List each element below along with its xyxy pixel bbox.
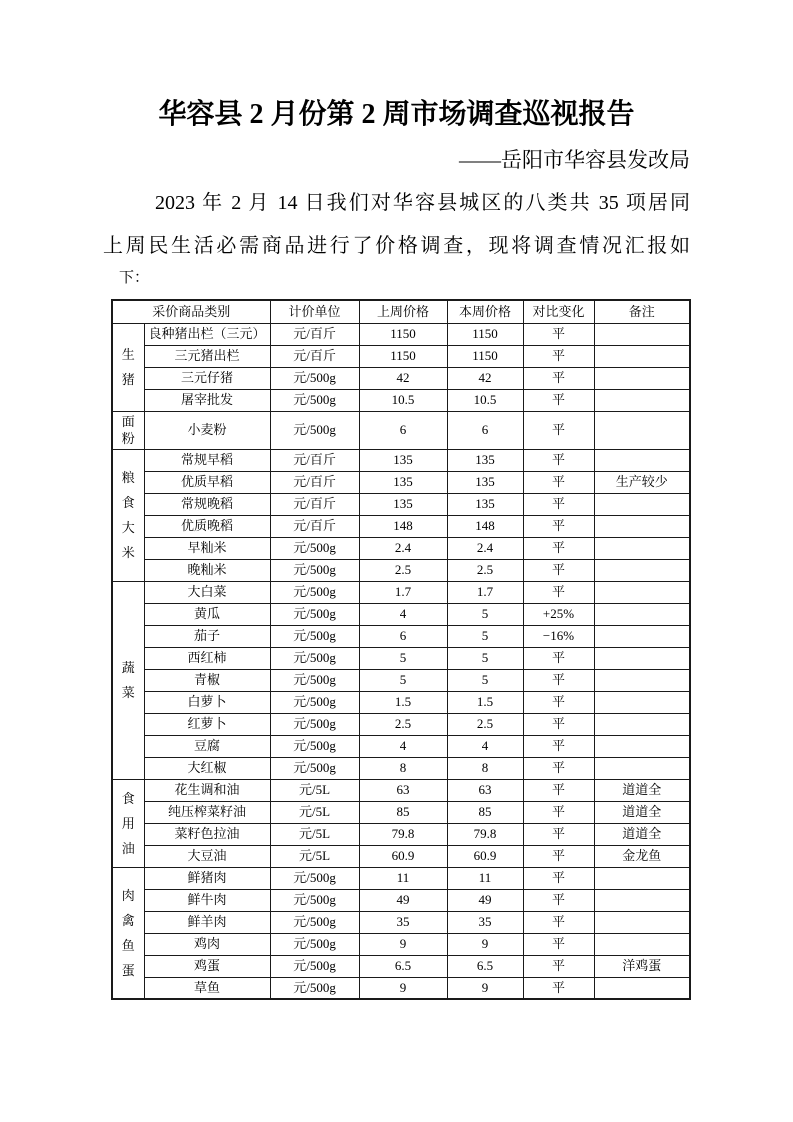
change-cell: 平 xyxy=(523,801,594,823)
this-week-cell: 10.5 xyxy=(447,389,523,411)
price-survey-table xyxy=(111,299,691,1000)
change-cell: 平 xyxy=(523,757,594,779)
unit-cell: 元/百斤 xyxy=(270,471,359,493)
change-cell: 平 xyxy=(523,691,594,713)
group-label-cell xyxy=(112,449,144,581)
note-cell xyxy=(594,647,690,669)
intro-line-2: 上周民生活必需商品进行了价格调查，现将调查情况汇报如 xyxy=(103,235,690,257)
change-cell: 平 xyxy=(523,411,594,449)
change-cell: 平 xyxy=(523,845,594,867)
group-label-char: 蛋 xyxy=(121,962,135,978)
note-cell xyxy=(594,367,690,389)
note-cell xyxy=(594,735,690,757)
item-cell: 常规晚稻 xyxy=(144,493,270,515)
change-cell: 平 xyxy=(523,647,594,669)
unit-cell: 元/500g xyxy=(270,625,359,647)
item-cell: 草鱼 xyxy=(144,977,270,999)
item-cell: 鲜猪肉 xyxy=(144,867,270,889)
change-cell: 平 xyxy=(523,955,594,977)
item-cell: 西红柿 xyxy=(144,647,270,669)
note-cell xyxy=(594,559,690,581)
unit-cell: 元/500g xyxy=(270,713,359,735)
price-row xyxy=(112,367,690,389)
price-row xyxy=(112,449,690,471)
this-week-cell: 1.7 xyxy=(447,581,523,603)
last-week-cell: 49 xyxy=(359,889,447,911)
unit-cell: 元/500g xyxy=(270,559,359,581)
item-cell: 鲜羊肉 xyxy=(144,911,270,933)
change-cell: 平 xyxy=(523,889,594,911)
group-label-char: 大 xyxy=(121,520,135,535)
unit-cell: 元/500g xyxy=(270,691,359,713)
this-week-cell: 8 xyxy=(447,757,523,779)
this-week-cell: 135 xyxy=(447,471,523,493)
this-week-cell: 63 xyxy=(447,779,523,801)
unit-cell: 元/500g xyxy=(270,647,359,669)
this-week-cell: 148 xyxy=(447,515,523,537)
note-cell xyxy=(594,713,690,735)
header-category: 采价商品类别 xyxy=(112,300,270,323)
this-week-cell: 1150 xyxy=(447,323,523,345)
change-cell: 平 xyxy=(523,537,594,559)
item-cell: 优质早稻 xyxy=(144,471,270,493)
this-week-cell: 42 xyxy=(447,367,523,389)
last-week-cell: 11 xyxy=(359,867,447,889)
change-cell: 平 xyxy=(523,735,594,757)
change-cell: 平 xyxy=(523,933,594,955)
this-week-cell: 5 xyxy=(447,625,523,647)
price-row xyxy=(112,669,690,691)
price-row xyxy=(112,537,690,559)
intro-line-3: 下： xyxy=(119,270,150,286)
this-week-cell: 6 xyxy=(447,411,523,449)
note-cell xyxy=(594,345,690,367)
price-row xyxy=(112,603,690,625)
unit-cell: 元/500g xyxy=(270,389,359,411)
note-cell xyxy=(594,669,690,691)
price-row xyxy=(112,735,690,757)
group-label-char: 米 xyxy=(121,545,135,560)
item-cell: 鸡肉 xyxy=(144,933,270,955)
last-week-cell: 1.5 xyxy=(359,691,447,713)
this-week-cell: 2.5 xyxy=(447,713,523,735)
price-row xyxy=(112,411,690,449)
note-cell xyxy=(594,933,690,955)
price-row xyxy=(112,323,690,345)
group-label-char: 鱼 xyxy=(121,937,135,953)
change-cell: 平 xyxy=(523,515,594,537)
this-week-cell: 5 xyxy=(447,603,523,625)
unit-cell: 元/500g xyxy=(270,669,359,691)
note-cell xyxy=(594,411,690,449)
item-cell: 红萝卜 xyxy=(144,713,270,735)
change-cell: 平 xyxy=(523,779,594,801)
note-cell xyxy=(594,493,690,515)
price-row xyxy=(112,911,690,933)
item-cell: 大豆油 xyxy=(144,845,270,867)
this-week-cell: 49 xyxy=(447,889,523,911)
note-cell xyxy=(594,389,690,411)
last-week-cell: 2.5 xyxy=(359,713,447,735)
note-cell xyxy=(594,537,690,559)
last-week-cell: 9 xyxy=(359,977,447,999)
this-week-cell: 135 xyxy=(447,449,523,471)
last-week-cell: 2.4 xyxy=(359,537,447,559)
report-title: 华容县 2 月份第 2 周市场调查巡视报告 xyxy=(158,99,635,130)
last-week-cell: 2.5 xyxy=(359,559,447,581)
this-week-cell: 2.4 xyxy=(447,537,523,559)
this-week-cell: 35 xyxy=(447,911,523,933)
report-byline: ——岳阳市华容县发改局 xyxy=(459,148,690,172)
last-week-cell: 85 xyxy=(359,801,447,823)
change-cell: +25% xyxy=(523,603,594,625)
item-cell: 屠宰批发 xyxy=(144,389,270,411)
group-label-char: 食 xyxy=(121,790,135,806)
note-cell xyxy=(594,581,690,603)
note-cell xyxy=(594,449,690,471)
note-cell xyxy=(594,977,690,999)
price-row xyxy=(112,389,690,411)
price-row xyxy=(112,757,690,779)
item-cell: 常规早稻 xyxy=(144,449,270,471)
item-cell: 大红椒 xyxy=(144,757,270,779)
group-label-char: 禽 xyxy=(121,912,135,928)
unit-cell: 元/500g xyxy=(270,867,359,889)
this-week-cell: 2.5 xyxy=(447,559,523,581)
group-label-char: 面 xyxy=(121,414,135,429)
item-cell: 早籼米 xyxy=(144,537,270,559)
price-row xyxy=(112,977,690,999)
note-cell xyxy=(594,625,690,647)
group-label-char: 肉 xyxy=(121,887,135,903)
note-cell xyxy=(594,757,690,779)
change-cell: 平 xyxy=(523,713,594,735)
this-week-cell: 135 xyxy=(447,493,523,515)
header-note: 备注 xyxy=(594,300,690,323)
price-row xyxy=(112,647,690,669)
header-last-week-price: 上周价格 xyxy=(359,300,447,323)
price-row xyxy=(112,889,690,911)
last-week-cell: 6 xyxy=(359,411,447,449)
unit-cell: 元/500g xyxy=(270,889,359,911)
price-row xyxy=(112,493,690,515)
last-week-cell: 6 xyxy=(359,625,447,647)
change-cell: 平 xyxy=(523,911,594,933)
last-week-cell: 63 xyxy=(359,779,447,801)
intro-line-1: 2023 年 2 月 14 日我们对华容县城区的八类共 35 项居同 xyxy=(155,192,690,214)
unit-cell: 元/500g xyxy=(270,911,359,933)
price-row xyxy=(112,713,690,735)
group-label-cell xyxy=(112,411,144,449)
unit-cell: 元/百斤 xyxy=(270,515,359,537)
item-cell: 青椒 xyxy=(144,669,270,691)
unit-cell: 元/500g xyxy=(270,537,359,559)
unit-cell: 元/百斤 xyxy=(270,449,359,471)
unit-cell: 元/5L xyxy=(270,801,359,823)
group-label-cell xyxy=(112,581,144,779)
this-week-cell: 79.8 xyxy=(447,823,523,845)
item-cell: 黄瓜 xyxy=(144,603,270,625)
group-label-char: 猪 xyxy=(121,372,135,387)
item-cell: 晚籼米 xyxy=(144,559,270,581)
unit-cell: 元/500g xyxy=(270,367,359,389)
unit-cell: 元/百斤 xyxy=(270,493,359,515)
item-cell: 纯压榨菜籽油 xyxy=(144,801,270,823)
group-label-cell xyxy=(112,779,144,867)
change-cell: 平 xyxy=(523,669,594,691)
last-week-cell: 79.8 xyxy=(359,823,447,845)
group-label-char: 油 xyxy=(121,840,135,856)
change-cell: 平 xyxy=(523,367,594,389)
last-week-cell: 5 xyxy=(359,669,447,691)
last-week-cell: 148 xyxy=(359,515,447,537)
price-row xyxy=(112,801,690,823)
group-label-char: 粉 xyxy=(121,431,135,446)
price-row xyxy=(112,779,690,801)
header-unit: 计价单位 xyxy=(270,300,359,323)
item-cell: 小麦粉 xyxy=(144,411,270,449)
this-week-cell: 5 xyxy=(447,669,523,691)
note-cell xyxy=(594,603,690,625)
this-week-cell: 1.5 xyxy=(447,691,523,713)
this-week-cell: 6.5 xyxy=(447,955,523,977)
price-row xyxy=(112,471,690,493)
group-label-char: 食 xyxy=(121,495,135,510)
price-row xyxy=(112,845,690,867)
last-week-cell: 1.7 xyxy=(359,581,447,603)
item-cell: 良种猪出栏（三元） xyxy=(144,323,270,345)
this-week-cell: 1150 xyxy=(447,345,523,367)
unit-cell: 元/500g xyxy=(270,735,359,757)
last-week-cell: 8 xyxy=(359,757,447,779)
group-label-char: 菜 xyxy=(121,685,135,700)
unit-cell: 元/500g xyxy=(270,933,359,955)
group-label-char: 用 xyxy=(121,815,135,831)
last-week-cell: 135 xyxy=(359,449,447,471)
change-cell: 平 xyxy=(523,559,594,581)
price-row xyxy=(112,691,690,713)
change-cell: 平 xyxy=(523,867,594,889)
item-cell: 大白菜 xyxy=(144,581,270,603)
last-week-cell: 135 xyxy=(359,471,447,493)
note-cell: 道道全 xyxy=(594,779,690,801)
note-cell: 道道全 xyxy=(594,801,690,823)
group-label-char: 粮 xyxy=(121,470,135,485)
group-label-char: 蔬 xyxy=(121,660,135,675)
last-week-cell: 1150 xyxy=(359,323,447,345)
note-cell: 洋鸡蛋 xyxy=(594,955,690,977)
note-cell xyxy=(594,323,690,345)
group-label-cell xyxy=(112,867,144,999)
this-week-cell: 11 xyxy=(447,867,523,889)
price-row xyxy=(112,515,690,537)
unit-cell: 元/5L xyxy=(270,779,359,801)
last-week-cell: 4 xyxy=(359,735,447,757)
price-row xyxy=(112,625,690,647)
unit-cell: 元/500g xyxy=(270,603,359,625)
unit-cell: 元/5L xyxy=(270,845,359,867)
last-week-cell: 1150 xyxy=(359,345,447,367)
this-week-cell: 5 xyxy=(447,647,523,669)
item-cell: 茄子 xyxy=(144,625,270,647)
item-cell: 三元猪出栏 xyxy=(144,345,270,367)
price-row xyxy=(112,955,690,977)
last-week-cell: 10.5 xyxy=(359,389,447,411)
change-cell: 平 xyxy=(523,389,594,411)
change-cell: 平 xyxy=(523,823,594,845)
unit-cell: 元/500g xyxy=(270,977,359,999)
last-week-cell: 6.5 xyxy=(359,955,447,977)
group-label-char: 生 xyxy=(121,347,135,362)
price-row xyxy=(112,823,690,845)
item-cell: 鸡蛋 xyxy=(144,955,270,977)
note-cell: 道道全 xyxy=(594,823,690,845)
change-cell: 平 xyxy=(523,493,594,515)
last-week-cell: 4 xyxy=(359,603,447,625)
item-cell: 菜籽色拉油 xyxy=(144,823,270,845)
last-week-cell: 9 xyxy=(359,933,447,955)
last-week-cell: 60.9 xyxy=(359,845,447,867)
note-cell: 生产较少 xyxy=(594,471,690,493)
item-cell: 鲜牛肉 xyxy=(144,889,270,911)
group-label-cell xyxy=(112,323,144,411)
note-cell xyxy=(594,867,690,889)
this-week-cell: 9 xyxy=(447,933,523,955)
note-cell: 金龙鱼 xyxy=(594,845,690,867)
this-week-cell: 85 xyxy=(447,801,523,823)
header-change: 对比变化 xyxy=(523,300,594,323)
change-cell: 平 xyxy=(523,345,594,367)
this-week-cell: 9 xyxy=(447,977,523,999)
change-cell: 平 xyxy=(523,449,594,471)
change-cell: 平 xyxy=(523,581,594,603)
last-week-cell: 42 xyxy=(359,367,447,389)
header-this-week-price: 本周价格 xyxy=(447,300,523,323)
note-cell xyxy=(594,889,690,911)
change-cell: 平 xyxy=(523,323,594,345)
last-week-cell: 35 xyxy=(359,911,447,933)
unit-cell: 元/百斤 xyxy=(270,323,359,345)
change-cell: 平 xyxy=(523,977,594,999)
change-cell: 平 xyxy=(523,471,594,493)
note-cell xyxy=(594,691,690,713)
this-week-cell: 60.9 xyxy=(447,845,523,867)
price-row xyxy=(112,581,690,603)
price-row xyxy=(112,559,690,581)
item-cell: 三元仔猪 xyxy=(144,367,270,389)
change-cell: −16% xyxy=(523,625,594,647)
price-row xyxy=(112,933,690,955)
note-cell xyxy=(594,515,690,537)
last-week-cell: 5 xyxy=(359,647,447,669)
price-row xyxy=(112,867,690,889)
table-header-row xyxy=(112,300,690,323)
last-week-cell: 135 xyxy=(359,493,447,515)
note-cell xyxy=(594,911,690,933)
price-row xyxy=(112,345,690,367)
item-cell: 花生调和油 xyxy=(144,779,270,801)
item-cell: 白萝卜 xyxy=(144,691,270,713)
unit-cell: 元/500g xyxy=(270,757,359,779)
unit-cell: 元/百斤 xyxy=(270,345,359,367)
this-week-cell: 4 xyxy=(447,735,523,757)
item-cell: 豆腐 xyxy=(144,735,270,757)
unit-cell: 元/500g xyxy=(270,955,359,977)
unit-cell: 元/5L xyxy=(270,823,359,845)
item-cell: 优质晚稻 xyxy=(144,515,270,537)
unit-cell: 元/500g xyxy=(270,411,359,449)
unit-cell: 元/500g xyxy=(270,581,359,603)
